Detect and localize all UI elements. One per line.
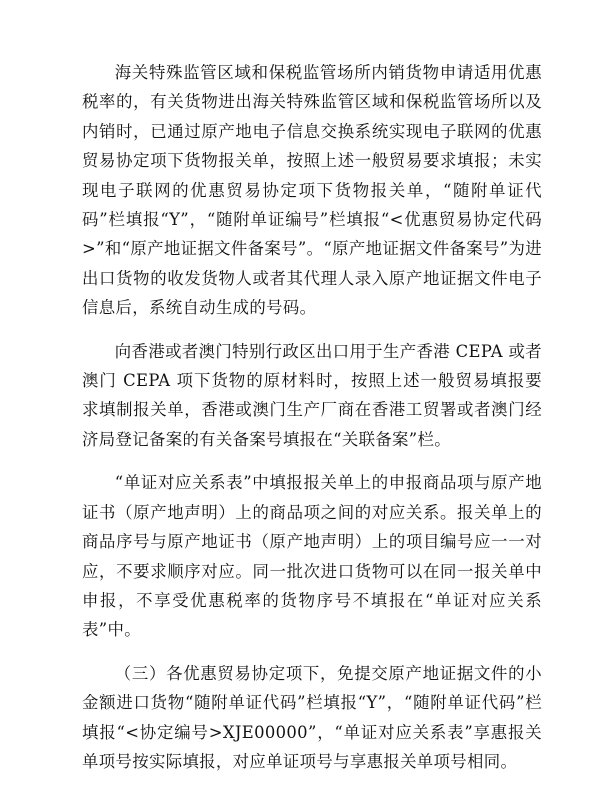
document-page — [82, 58, 542, 776]
paragraph-small-amount-exemption: （三）各优惠贸易协定项下，免提交原产地证据文件的小金额进口货物“随附单证代码”栏填报“Y”，“随附单证代码”栏填报“<协定编号>XJE00000”，“单证对应关系表”享惠报关单项号按实际填报，对应单证项号与享惠报关单项号相同。 — [82, 663, 542, 771]
paragraph-cepa-raw-materials: 向香港或者澳门特别行政区出口用于生产香港 CEPA 或者澳门 CEPA 项下货物的原材料时，按照上述一般贸易填报要求填制报关单，香港或澳门生产厂商在香港工贸署或者澳门经济局登记备案的有关备案号填报在“关联备案”栏。 — [82, 341, 542, 449]
paragraph-ftz-bonded-preferential: 海关特殊监管区域和保税监管场所内销货物申请适用优惠税率的，有关货物进出海关特殊监管区域和保税监管场所以及内销时，已通过原产地电子信息交换系统实现电子联网的优惠贸易协定项下货物报关单，按照上述一般贸易要求填报；未实现电子联网的优惠贸易协定项下货物报关单，“随附单证代码”栏填报“Y”，“随附单证编号”栏填报“<优惠贸易协定代码>”和“原产地证据文件备案号”。“原产地证据文件备案号”为进出口货物的收发货物人或者其代理人录入原产地证据文件电子信息后，系统自动生成的号码。 — [82, 63, 542, 318]
paragraph-document-correspondence-table: “单证对应关系表”中填报报关单上的申报商品项与原产地证书（原产地声明）上的商品项之间的对应关系。报关单上的商品序号与原产地证书（原产地声明）上的项目编号应一一对应，不要求顺序对应。同一批次进口货物可以在同一报关单中申报，不享受优惠税率的货物序号不填报在“单证对应关系表”中。 — [82, 473, 542, 640]
